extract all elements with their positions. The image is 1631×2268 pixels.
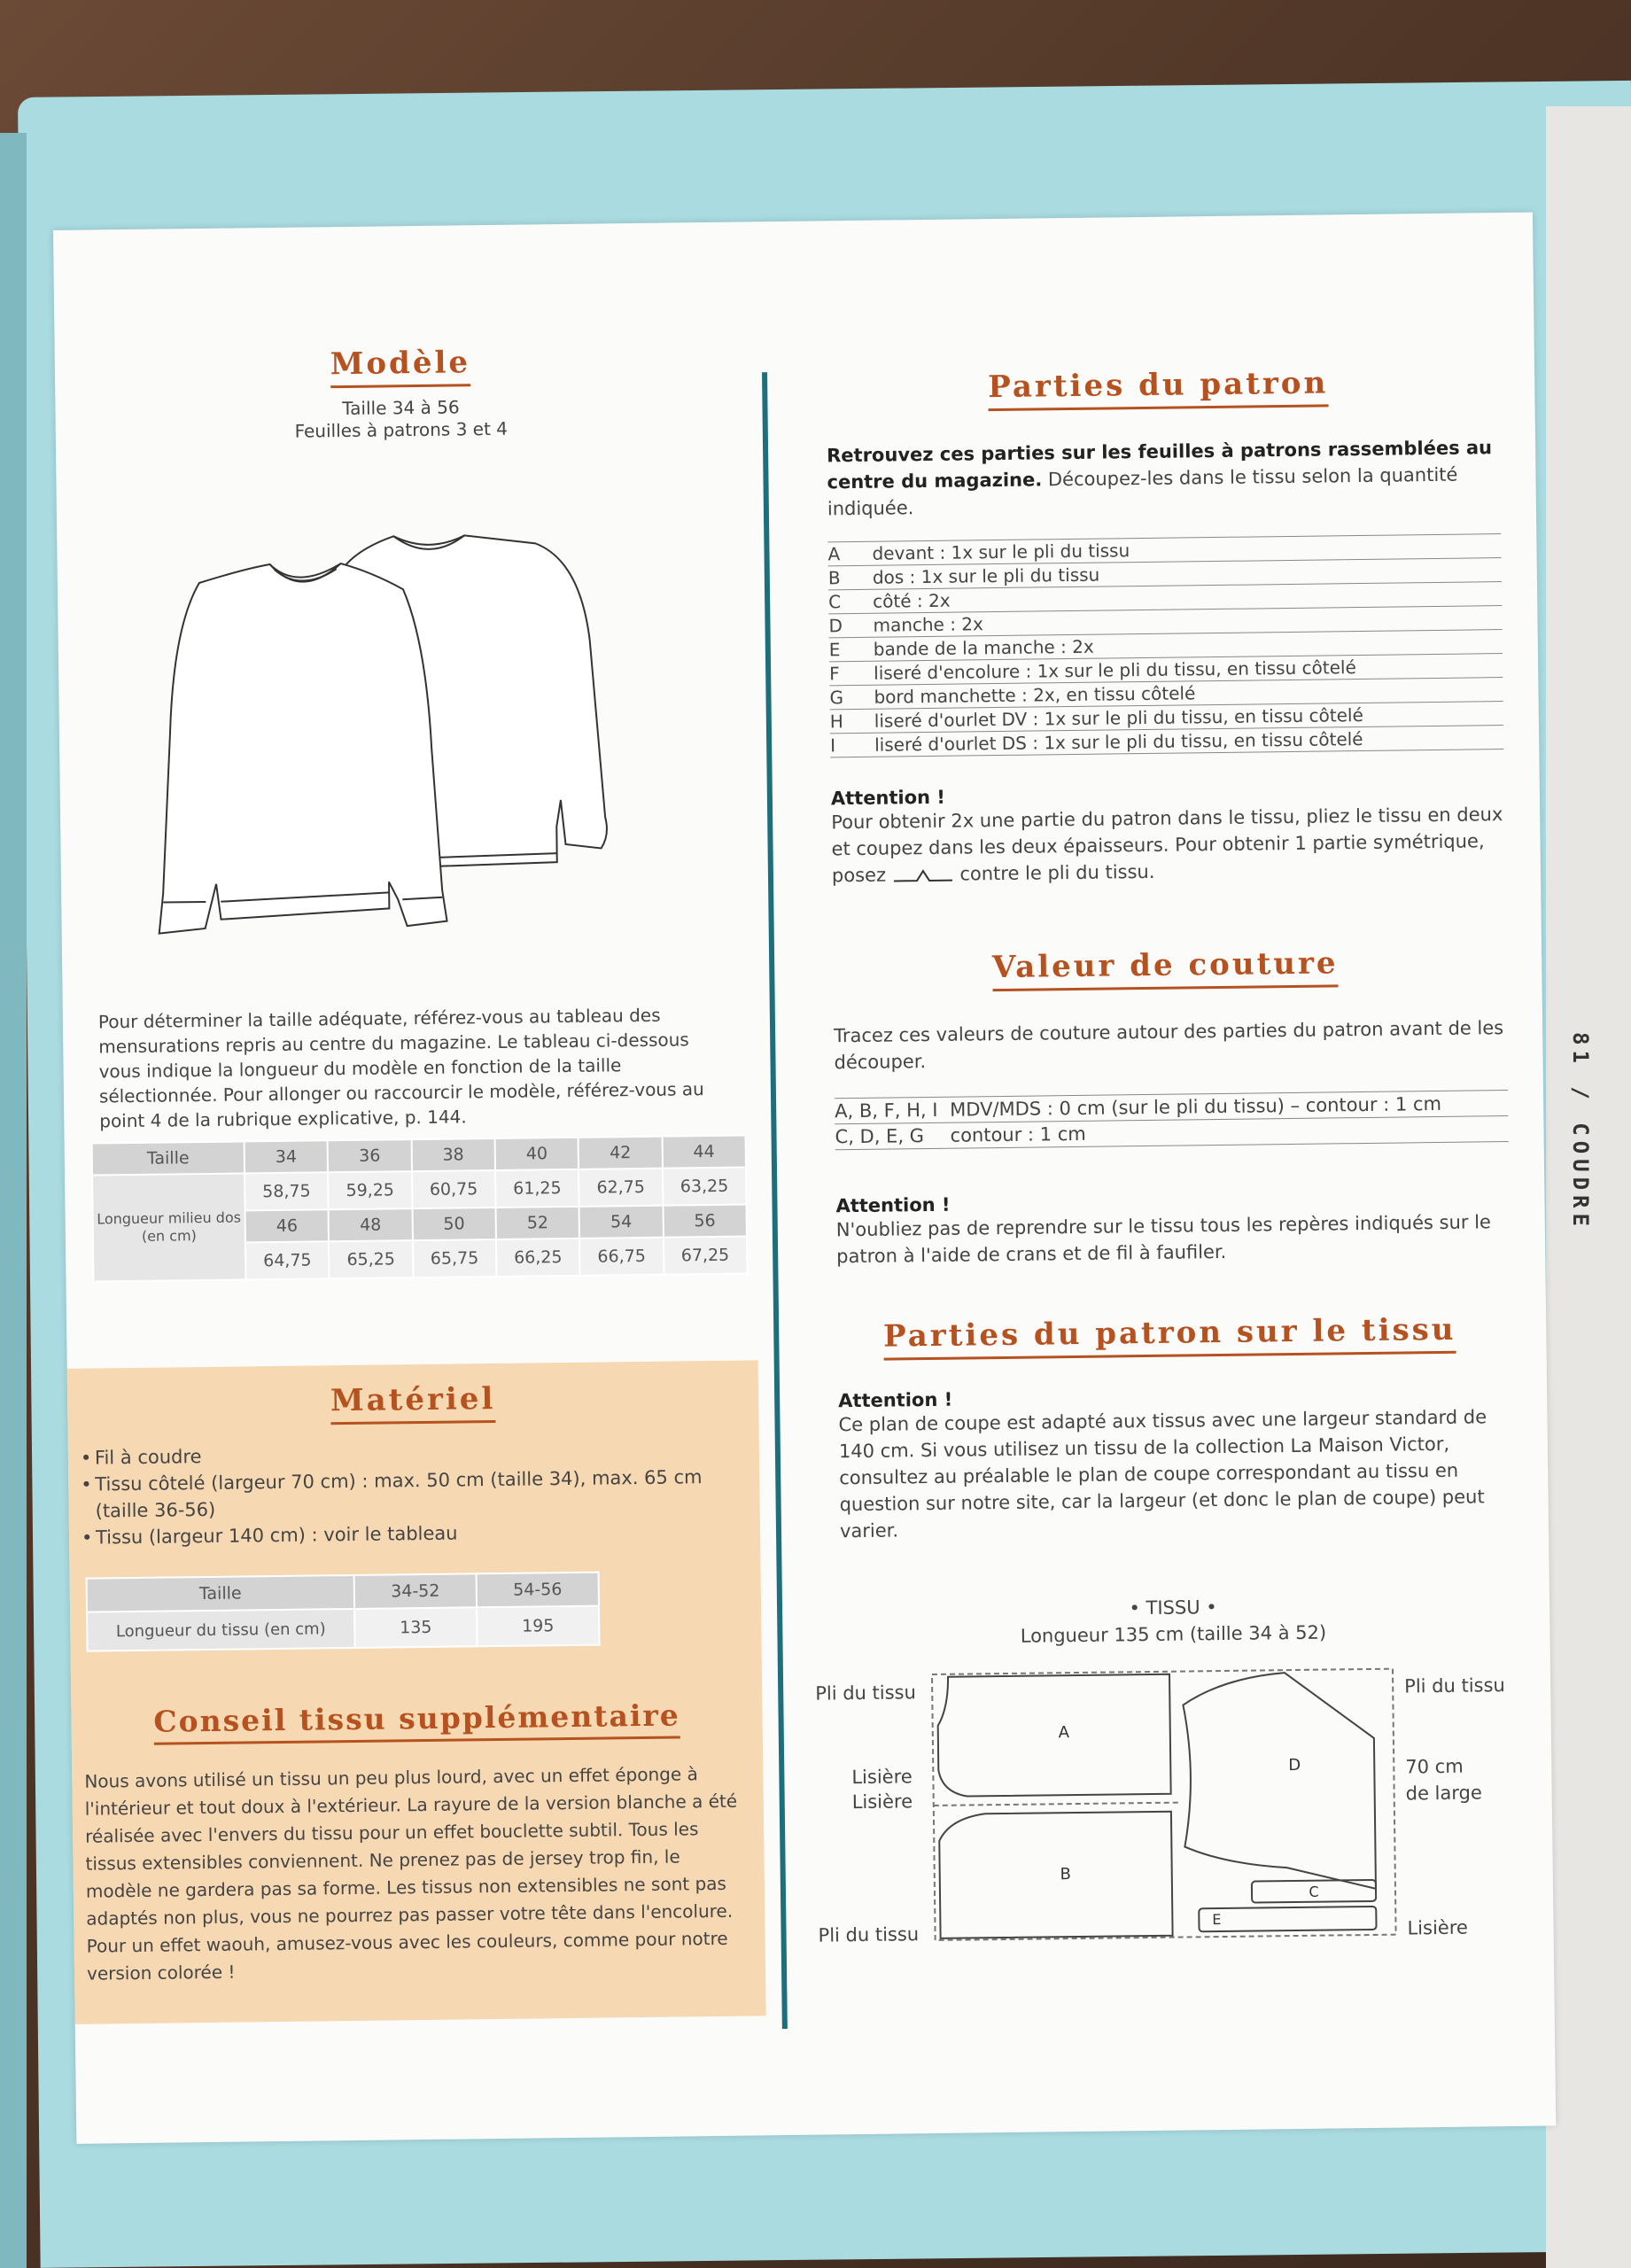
piece-c-label: C: [1309, 1883, 1319, 1900]
attention-title: Attention !: [830, 786, 946, 810]
size-cell: 42: [579, 1137, 663, 1169]
length-cell: 58,75: [245, 1172, 329, 1210]
size-cell: 36: [328, 1139, 412, 1172]
attention-text: Pour obtenir 2x une partie du patron dans le tissu, pliez le tissu en deux et coupez dans les deux épaisseurs. Pour obtenir 1 partie symétrique, posez contre le pli du tissu.: [831, 804, 1503, 887]
modele-header: [55, 341, 747, 447]
list-item: F liseré d'encolure : 1x sur le pli du tissu, en tissu côtelé: [829, 654, 1503, 686]
size-cell: 40: [495, 1138, 579, 1170]
label-selvage-left-2: Lisière: [851, 1790, 913, 1814]
parties-intro: [827, 434, 1501, 522]
list-item: A devant : 1x sur le pli du tissu: [827, 534, 1501, 566]
couture-title: Valeur de couture: [806, 944, 1524, 988]
size-cell: 50: [412, 1208, 496, 1240]
fabric-length-cell: 195: [477, 1606, 600, 1647]
length-cell: 67,25: [664, 1237, 748, 1275]
seam-row: A, B, F, H, I MDV/MDS : 0 cm (sur le pli du tissu) – contour : 1 cm: [835, 1091, 1508, 1124]
fabric-size-col: 54-56: [477, 1573, 599, 1608]
materiel-title: Matériel: [67, 1378, 758, 1422]
parties-intro-bold: Retrouvez ces parties sur les feuilles à patrons rassemblées au centre du magazine.: [827, 437, 1493, 493]
length-cell: 66,25: [496, 1239, 580, 1277]
seam-row: C, D, E, G contour : 1 cm: [835, 1116, 1508, 1150]
section-page-number: 81 / COUDRE: [1568, 1032, 1593, 1231]
diagram-label-sub: Longueur 135 cm (taille 34 à 52): [1020, 1621, 1327, 1647]
attention-text: N'oubliez pas de reprendre sur le tissu tous les repères indiqués sur le patron à l'aide de crans et de fil à faufiler.: [835, 1211, 1492, 1268]
fold-symbol-icon: [892, 867, 954, 884]
size-cell: 52: [495, 1207, 579, 1239]
list-item: H liseré d'ourlet DV : 1x sur le pli du tissu, en tissu côtelé: [830, 702, 1503, 734]
column-divider: [762, 372, 788, 2029]
modele-subtitle-1: Taille 34 à 56: [342, 396, 460, 420]
magazine-page: [53, 213, 1556, 2144]
sweater-illustration: [119, 506, 744, 957]
attention-text: Ce plan de coupe est adapté aux tissus avec une largeur standard de 140 cm. Si vous utilisez un tissu de la collection La Maison Victor, consultez au préalable le plan de coupe correspondant au tissu en question sur notre site, car la largeur (et donc le plan de coupe) peut varier.: [838, 1406, 1487, 1542]
label-fold-left-bottom: Pli du tissu: [818, 1923, 920, 1946]
fabric-length-cell: 135: [354, 1607, 478, 1648]
length-cell: 59,25: [328, 1171, 412, 1209]
length-row-label: Longueur milieu dos (en cm): [92, 1173, 245, 1281]
size-cell: 38: [411, 1138, 495, 1171]
list-item: B dos : 1x sur le pli du tissu: [828, 558, 1502, 590]
length-cell: 65,75: [413, 1239, 497, 1278]
fabric-size-col: 34-52: [354, 1573, 477, 1609]
attention-title: Attention !: [838, 1388, 953, 1412]
fabric-header-label: Taille: [87, 1575, 354, 1612]
piece-d-label: D: [1288, 1755, 1301, 1775]
length-cell: 66,75: [579, 1238, 664, 1276]
modele-intro: Pour déterminer la taille adéquate, référez-vous au tableau des mensurations repris au centre du magazine. Le tableau ci-dessous vous indique la longueur du modèle en fonction de la taille sélectionnée. Pour allonger ou raccourcir le modèle, référez-vous au point 4 de la rubrique explicative, p. 144.: [97, 1004, 704, 1132]
length-cell: 65,25: [329, 1240, 413, 1278]
size-cell: 48: [329, 1208, 413, 1241]
list-item: C côté : 2x: [828, 582, 1502, 614]
conseil-title: Conseil tissu supplémentaire: [71, 1697, 762, 1740]
length-cell: 61,25: [495, 1169, 579, 1208]
label-fold-left-top: Pli du tissu: [815, 1682, 916, 1705]
parties-title: Parties du patron: [799, 363, 1517, 408]
couture-intro: Tracez ces valeurs de couture autour des parties du patron avant de les découper.: [834, 1017, 1504, 1074]
label-fold-right-top: Pli du tissu: [1404, 1674, 1505, 1697]
size-cell: 54: [579, 1206, 664, 1239]
length-cell: 60,75: [412, 1170, 496, 1208]
size-length-table: [91, 1135, 749, 1283]
piece-b-label: B: [1060, 1865, 1072, 1884]
size-header-label: Taille: [92, 1141, 245, 1175]
fabric-length-table: [86, 1572, 601, 1652]
couture-table: [835, 1090, 1509, 1150]
size-cell: 34: [245, 1140, 329, 1173]
list-item: D manche : 2x: [828, 606, 1502, 638]
length-cell: 64,75: [245, 1241, 330, 1279]
tissu-attention: [838, 1382, 1513, 1544]
diagram-label-top: • TISSU •: [1129, 1596, 1217, 1619]
label-width-2: de large: [1405, 1782, 1482, 1805]
piece-a-label: A: [1058, 1723, 1070, 1743]
size-cell: 44: [662, 1136, 746, 1169]
piece-e-label: E: [1212, 1911, 1222, 1929]
materiel-list: [68, 1437, 737, 1551]
cutting-layout: [814, 1590, 1533, 1946]
parties-attention: [831, 780, 1505, 889]
attention-title: Attention !: [835, 1193, 951, 1217]
length-cell: 62,75: [579, 1169, 663, 1207]
list-item: E bande de la manche : 2x: [829, 630, 1503, 662]
list-item: I liseré d'ourlet DS : 1x sur le pli du tissu, en tissu côtelé: [830, 726, 1503, 757]
size-cell: 56: [663, 1205, 747, 1238]
fabric-row-label: Longueur du tissu (en cm): [87, 1609, 355, 1651]
materiel-item: • Fil à coudre: [81, 1437, 736, 1472]
label-selvage-left-1: Lisière: [851, 1766, 913, 1789]
parties-list: [827, 533, 1503, 757]
tissu-title: Parties du patron sur le tissu: [811, 1311, 1528, 1355]
materiel-item: • Tissu côtelé (largeur 70 cm) : max. 50 cm (taille 34), max. 65 cm (taille 36-56): [81, 1464, 737, 1525]
size-cell: 46: [245, 1209, 330, 1242]
label-width-1: 70 cm: [1405, 1755, 1464, 1778]
materiel-item: • Tissu (largeur 140 cm) : voir le tableau: [82, 1517, 737, 1551]
length-cell: 63,25: [663, 1168, 747, 1206]
parties-intro-rest: Découpez-les dans le tissu selon la quantité indiquée.: [827, 463, 1458, 520]
conseil-text: Nous avons utilisé un tissu un peu plus lourd, avec un effet éponge à l'intérieur et tout doux à l'extérieur. La rayure de la version blanche a été réalisée avec l'envers du tissu pour un effet bouclette subtil. Tous les tissus extensibles conviennent. Ne prenez pas de jersey trop fin, le modèle ne gardera pas sa forme. Les tissus non extensibles ne sont pas adaptés non plus, vous ne pourrez pas passer votre tête dans l'encolure. Pour un effet waouh, amusez-vous avec les couleurs, comme pour notre version colorée !: [84, 1763, 738, 1984]
materiel-box: [67, 1360, 766, 2023]
cover-side-strip: [0, 133, 27, 2268]
list-item: G bord manchette : 2x, en tissu côtelé: [829, 678, 1503, 710]
couture-attention: [835, 1187, 1510, 1270]
label-selvage-right: Lisière: [1407, 1916, 1468, 1939]
cutting-diagram: [930, 1667, 1399, 1947]
modele-title: Modèle: [55, 341, 746, 385]
modele-subtitle-2: Feuilles à patrons 3 et 4: [294, 417, 509, 442]
